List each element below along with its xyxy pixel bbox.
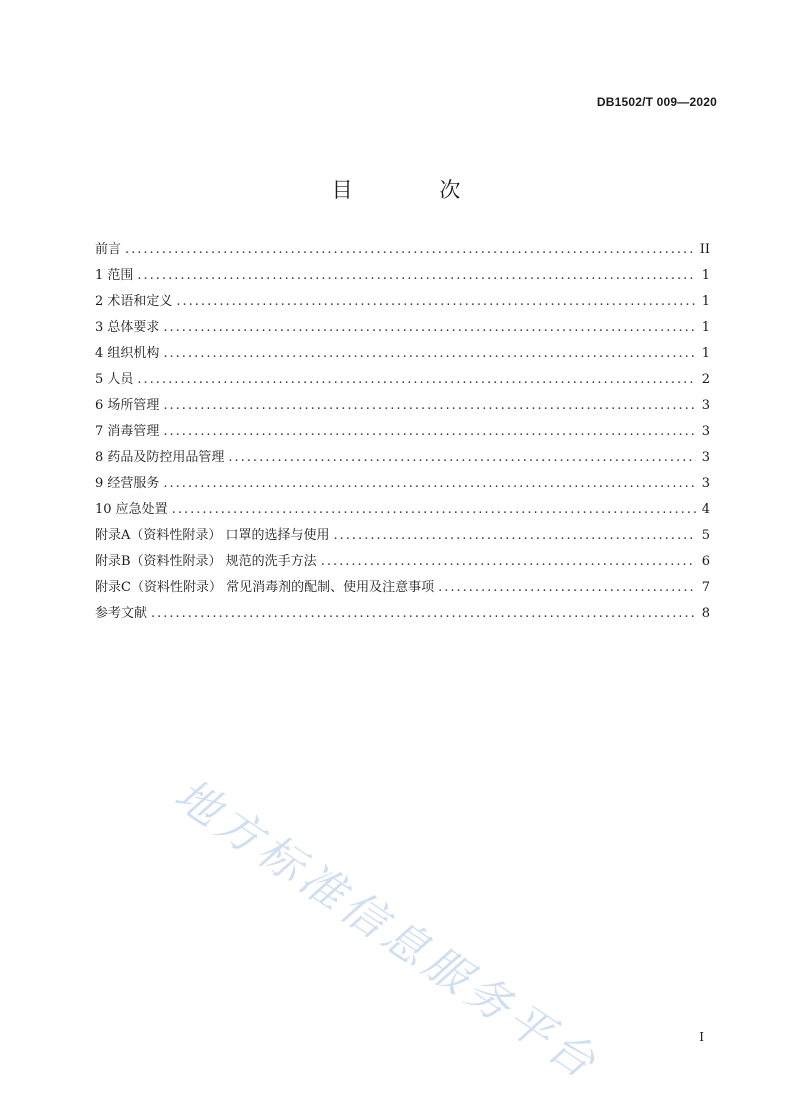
toc-entry-page: 1	[701, 294, 710, 309]
toc-entry-text: 5 人员	[95, 372, 134, 387]
toc-entry-page: 3	[701, 450, 710, 465]
toc-entry[interactable]	[95, 498, 710, 524]
toc-entry-text: 8 药品及防控用品管理	[95, 450, 225, 465]
toc-entry-page: 6	[701, 554, 710, 569]
toc-entry-text: 7 消毒管理	[95, 424, 160, 439]
toc-entry[interactable]	[95, 238, 710, 264]
toc-entry-text: 3 总体要求	[95, 320, 160, 335]
toc-leader	[172, 502, 696, 517]
toc-leader	[334, 528, 696, 543]
watermark: 地方标准信息服务平台	[165, 769, 609, 1091]
toc-leader	[163, 346, 696, 361]
toc-entry-text: 附录A（资料性附录） 口罩的选择与使用	[95, 528, 330, 543]
toc-entry-text: 1 范围	[95, 268, 134, 283]
toc-leader	[125, 242, 696, 257]
toc-entry[interactable]	[95, 446, 710, 472]
toc-entry[interactable]	[95, 342, 710, 368]
toc-entry-page: 7	[701, 580, 710, 595]
toc-entry-page: 3	[701, 476, 710, 491]
toc-leader	[438, 580, 696, 595]
standard-code: DB1502/T 009—2020	[596, 95, 717, 109]
toc-leader	[176, 294, 696, 309]
toc-entry[interactable]	[95, 316, 710, 342]
toc-entry-text: 参考文献	[95, 606, 148, 621]
toc-entry-page: 2	[701, 372, 710, 387]
toc-leader	[321, 554, 696, 569]
toc-entry-text: 2 术语和定义	[95, 294, 173, 309]
toc-entry[interactable]	[95, 420, 710, 446]
toc-leader	[137, 268, 696, 283]
toc-entry-text: 附录C（资料性附录） 常见消毒剂的配制、使用及注意事项	[95, 580, 435, 595]
toc-entry-text: 前言	[95, 242, 122, 257]
toc-entry-page: 1	[701, 268, 710, 283]
toc-entry[interactable]	[95, 472, 710, 498]
toc-entry[interactable]	[95, 264, 710, 290]
toc-entry-text: 4 组织机构	[95, 346, 160, 361]
toc-entry-text: 附录B（资料性附录） 规范的洗手方法	[95, 554, 317, 569]
toc-leader	[163, 476, 696, 491]
toc-leader	[163, 398, 696, 413]
toc-leader	[228, 450, 696, 465]
toc-entry-page: 8	[701, 606, 710, 621]
toc-entry-text: 6 场所管理	[95, 398, 160, 413]
toc-leader	[163, 320, 696, 335]
toc-entry-text: 9 经营服务	[95, 476, 160, 491]
toc-entry-page: 1	[701, 346, 710, 361]
toc-entry-page: 4	[701, 502, 710, 517]
toc-entry[interactable]	[95, 290, 710, 316]
toc-entry-page: 1	[701, 320, 710, 335]
toc-entry-text: 10 应急处置	[95, 502, 168, 517]
toc-entry[interactable]	[95, 368, 710, 394]
page-number: I	[699, 1030, 704, 1044]
toc-entry[interactable]	[95, 524, 710, 550]
toc-title: 目 次	[331, 178, 501, 202]
toc-entry[interactable]	[95, 576, 710, 602]
toc-leader	[163, 424, 696, 439]
toc-entry[interactable]	[95, 394, 710, 420]
toc-entry-page: 3	[701, 424, 710, 439]
toc-entry[interactable]	[95, 550, 710, 576]
toc-leader	[137, 372, 696, 387]
toc-entry-page: II	[699, 242, 710, 257]
toc-entry-page: 3	[701, 398, 710, 413]
toc-entry-page: 5	[701, 528, 710, 543]
toc-leader	[151, 606, 696, 621]
toc-list	[95, 238, 710, 628]
toc-entry[interactable]	[95, 602, 710, 628]
